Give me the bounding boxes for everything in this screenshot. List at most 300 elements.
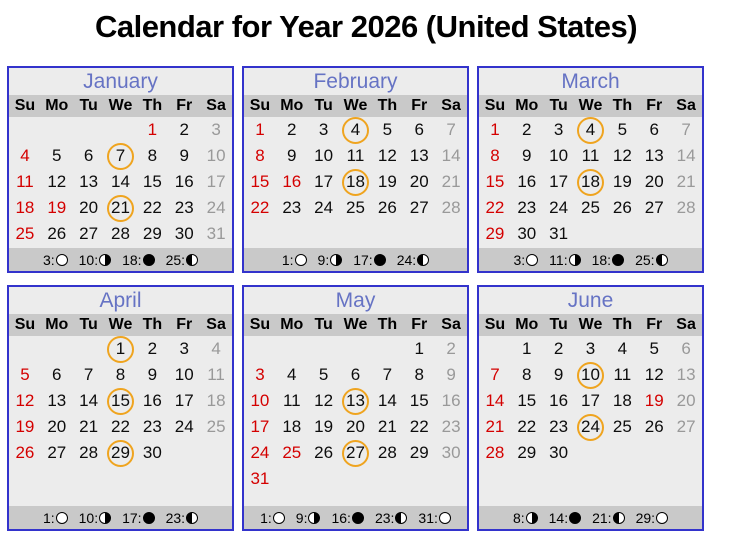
date-cell-empty: [340, 336, 372, 362]
date-cell-april-15: 15: [105, 388, 137, 414]
date-cell-march-14: 14: [676, 146, 696, 165]
date-cell-april-4: 4: [211, 339, 221, 358]
date-cell-march-1: 1: [490, 120, 500, 139]
date-cell-may-4: 4: [287, 365, 297, 384]
date-cell-april-10: 10: [174, 365, 194, 384]
moon-phase-day: 18:: [122, 251, 142, 268]
date-cell-june-6: 6: [681, 339, 691, 358]
date-cell-february-5: 5: [382, 120, 393, 139]
first-quarter-icon: [417, 254, 429, 266]
first-quarter-icon: [186, 254, 198, 266]
month-card-january: [7, 66, 234, 273]
moon-phase-entry: [79, 252, 111, 268]
date-cell-january-27: 27: [79, 224, 99, 243]
weekday-label-sa: Sa: [206, 316, 226, 333]
date-cell-june-25: 25: [612, 417, 632, 436]
week-row: [479, 169, 702, 195]
week-row: [9, 195, 232, 221]
date-cell-february-24: 24: [314, 198, 334, 217]
date-cell-june-16: 16: [549, 391, 569, 410]
date-cell-may-5: 5: [318, 365, 329, 384]
date-cell-empty: [606, 221, 638, 247]
date-cell-january-14: 14: [111, 172, 130, 191]
moon-phase-day: 25:: [165, 251, 186, 268]
week-row: [479, 388, 702, 414]
date-cell-march-3: 3: [553, 120, 564, 139]
moon-phase-day: 1:: [281, 251, 294, 268]
new-moon-icon: [612, 254, 624, 266]
date-cell-june-24: 24: [575, 414, 607, 440]
date-cell-february-19: 19: [377, 172, 397, 191]
date-cell-april-14: 14: [79, 391, 99, 410]
date-cell-january-12: 12: [47, 172, 67, 191]
date-cell-june-10: 10: [575, 362, 607, 388]
date-cell-january-5: 5: [52, 146, 62, 165]
full-moon-icon: [273, 512, 285, 524]
weekday-header-row: [244, 95, 467, 117]
date-cell-empty: [73, 336, 105, 362]
date-cell-march-4: 4: [575, 117, 607, 143]
date-cell-june-9: 9: [553, 365, 564, 384]
weekday-label-we: We: [343, 316, 368, 333]
date-cell-march-30: 30: [517, 224, 537, 243]
first-quarter-icon: [395, 512, 407, 524]
moon-phase-entry: [79, 510, 111, 526]
third-quarter-icon: [526, 512, 538, 524]
date-cell-february-14: 14: [441, 146, 461, 165]
moon-phase-entry: [513, 510, 538, 526]
month-card-june: [477, 285, 704, 531]
date-cell-april-9: 9: [147, 365, 158, 384]
week-row: [479, 336, 702, 362]
weekday-label-th: Th: [612, 316, 633, 333]
date-cell-february-4: 4: [340, 117, 372, 143]
date-cell-january-3: 3: [211, 120, 221, 139]
date-cell-empty: [575, 440, 607, 466]
date-cell-empty: [41, 336, 73, 362]
date-cell-april-18: 18: [206, 391, 226, 410]
week-row: [244, 195, 467, 221]
date-cell-march-6: 6: [649, 120, 659, 139]
moon-phase-day: 11:: [549, 251, 568, 268]
date-cell-april-17: 17: [174, 391, 194, 410]
new-moon-icon: [374, 254, 386, 266]
moon-phase-day: 9:: [295, 509, 308, 526]
weekday-label-tu: Tu: [549, 97, 568, 114]
weekday-label-su: Su: [14, 97, 36, 114]
third-quarter-icon: [569, 254, 581, 266]
week-row: [244, 143, 467, 169]
date-cell-march-26: 26: [612, 198, 632, 217]
week-row: [479, 117, 702, 143]
weekday-label-fr: Fr: [646, 316, 663, 333]
moon-phase-bar: [9, 248, 232, 271]
weekday-label-fr: Fr: [176, 316, 193, 333]
new-moon-icon: [143, 512, 155, 524]
weekday-label-sa: Sa: [676, 97, 696, 114]
date-cell-february-16: 16: [282, 172, 302, 191]
moon-phase-bar: [479, 506, 702, 529]
weekday-label-th: Th: [142, 316, 163, 333]
date-cell-empty: [340, 466, 372, 492]
third-quarter-icon: [330, 254, 342, 266]
date-cell-june-3: 3: [585, 339, 596, 358]
date-cell-february-26: 26: [377, 198, 397, 217]
date-cell-march-15: 15: [485, 172, 505, 191]
date-cell-march-10: 10: [549, 146, 569, 165]
weekday-label-sa: Sa: [676, 316, 696, 333]
date-cell-june-29: 29: [517, 443, 537, 462]
weekday-label-sa: Sa: [441, 316, 461, 333]
weekday-label-sa: Sa: [441, 97, 461, 114]
date-cell-may-28: 28: [377, 443, 397, 462]
date-cell-empty: [276, 466, 308, 492]
date-cell-january-21: 21: [105, 195, 137, 221]
date-cell-april-21: 21: [79, 417, 99, 436]
moon-phase-entry: [318, 252, 343, 268]
weekday-label-th: Th: [377, 316, 398, 333]
date-cell-january-25: 25: [15, 224, 35, 243]
moon-phase-entry: [353, 252, 385, 268]
week-row: [244, 336, 467, 362]
weekday-label-su: Su: [14, 316, 36, 333]
date-cell-may-14: 14: [377, 391, 397, 410]
date-cell-march-11: 11: [581, 146, 600, 165]
date-cell-january-4: 4: [20, 146, 30, 165]
date-cell-january-9: 9: [179, 146, 189, 165]
date-cell-may-13: 13: [340, 388, 372, 414]
date-cell-april-27: 27: [47, 443, 67, 462]
date-cell-april-23: 23: [142, 417, 162, 436]
date-cell-june-2: 2: [553, 339, 564, 358]
date-cell-may-25: 25: [282, 443, 302, 462]
full-moon-icon: [656, 512, 668, 524]
weekday-label-tu: Tu: [79, 97, 98, 114]
date-cell-april-5: 5: [20, 365, 30, 384]
moon-phase-day: 9:: [317, 251, 330, 268]
date-cell-empty: [670, 221, 702, 247]
date-cell-january-7: 7: [105, 143, 137, 169]
week-row: [244, 440, 467, 466]
moon-phase-day: 3:: [42, 251, 55, 268]
moon-phase-entry: [592, 510, 624, 526]
moon-phase-entry: [43, 252, 68, 268]
date-cell-april-30: 30: [142, 443, 162, 462]
date-cell-june-7: 7: [490, 365, 500, 384]
moon-phase-entry: [282, 252, 307, 268]
date-cell-march-12: 12: [612, 146, 632, 165]
full-moon-icon: [56, 512, 68, 524]
month-card-february: [242, 66, 469, 273]
moon-phase-entry: [549, 252, 580, 268]
moon-phase-day: 23:: [374, 509, 395, 526]
date-cell-may-19: 19: [314, 417, 334, 436]
date-cell-january-18: 18: [15, 198, 35, 217]
moon-phase-day: 17:: [353, 251, 373, 268]
month-name-february[interactable]: February: [313, 70, 398, 93]
weekday-label-we: We: [108, 97, 133, 114]
date-cell-empty: [244, 336, 276, 362]
date-cell-march-31: 31: [549, 224, 569, 243]
date-cell-january-22: 22: [142, 198, 162, 217]
date-cell-empty: [403, 466, 435, 492]
weekday-label-mo: Mo: [515, 97, 539, 114]
month-card-march: [477, 66, 704, 273]
moon-phase-entry: [635, 252, 667, 268]
date-cell-june-19: 19: [644, 391, 664, 410]
weekday-label-th: Th: [142, 97, 163, 114]
date-cell-may-7: 7: [382, 365, 393, 384]
date-cell-empty: [308, 336, 340, 362]
date-cell-may-31: 31: [250, 469, 270, 488]
moon-phase-day: 24:: [396, 251, 417, 268]
date-cell-april-1: 1: [105, 336, 137, 362]
week-row: [9, 169, 232, 195]
month-name-june[interactable]: June: [567, 289, 614, 312]
week-row: [479, 143, 702, 169]
moon-phase-entry: [397, 252, 429, 268]
week-row: [9, 143, 232, 169]
date-cell-may-27: 27: [340, 440, 372, 466]
week-row: [479, 414, 702, 440]
date-cell-february-28: 28: [441, 198, 461, 217]
moon-phase-day: 10:: [78, 251, 99, 268]
date-cell-may-15: 15: [409, 391, 429, 410]
date-cell-may-26: 26: [314, 443, 334, 462]
moon-phase-entry: [513, 252, 538, 268]
date-cell-empty: [308, 466, 340, 492]
moon-phase-bar: [479, 248, 702, 271]
moon-phase-bar: [244, 506, 467, 529]
date-cell-march-28: 28: [676, 198, 696, 217]
full-moon-icon: [56, 254, 68, 266]
moon-phase-entry: [549, 510, 581, 526]
moon-phase-day: 31:: [418, 509, 438, 526]
weekday-label-fr: Fr: [176, 97, 193, 114]
week-row: [9, 221, 232, 247]
date-cell-february-3: 3: [318, 120, 329, 139]
moon-phase-bar: [244, 248, 467, 271]
weekday-label-we: We: [578, 97, 603, 114]
weekday-label-mo: Mo: [280, 97, 304, 114]
date-cell-january-20: 20: [79, 198, 99, 217]
date-cell-april-26: 26: [15, 443, 35, 462]
weekday-header-row: [244, 314, 467, 336]
date-cell-april-16: 16: [142, 391, 162, 410]
moon-phase-entry: [636, 510, 668, 526]
date-cell-empty: [670, 440, 702, 466]
date-cell-may-18: 18: [282, 417, 302, 436]
month-card-april: [7, 285, 234, 531]
moon-phase-day: 21:: [592, 509, 612, 526]
month-card-may: [242, 285, 469, 531]
full-moon-icon: [439, 512, 451, 524]
weekday-header-row: [9, 314, 232, 336]
date-cell-april-3: 3: [179, 339, 189, 358]
date-cell-may-9: 9: [446, 365, 456, 384]
date-cell-january-1: 1: [147, 120, 158, 139]
date-cell-february-22: 22: [250, 198, 270, 217]
date-cell-march-24: 24: [549, 198, 569, 217]
date-cell-february-21: 21: [441, 172, 461, 191]
date-cell-april-24: 24: [174, 417, 194, 436]
date-cell-march-27: 27: [644, 198, 664, 217]
date-cell-june-22: 22: [517, 417, 537, 436]
full-moon-icon: [526, 254, 538, 266]
date-cell-june-23: 23: [549, 417, 569, 436]
date-cell-march-19: 19: [612, 172, 632, 191]
moon-phase-entry: [260, 510, 285, 526]
date-cell-january-23: 23: [174, 198, 194, 217]
date-cell-may-3: 3: [255, 365, 265, 384]
moon-phase-entry: [418, 510, 450, 526]
date-cell-may-24: 24: [250, 443, 270, 462]
week-row: [479, 195, 702, 221]
date-cell-january-10: 10: [206, 146, 226, 165]
month-name-march[interactable]: March: [561, 70, 620, 93]
date-cell-june-5: 5: [649, 339, 659, 358]
date-cell-february-10: 10: [314, 146, 334, 165]
date-cell-empty: [168, 440, 200, 466]
date-cell-may-16: 16: [441, 391, 461, 410]
date-cell-may-22: 22: [409, 417, 429, 436]
date-cell-february-12: 12: [377, 146, 397, 165]
date-cell-march-22: 22: [485, 198, 505, 217]
date-cell-april-13: 13: [47, 391, 67, 410]
date-cell-january-30: 30: [174, 224, 194, 243]
weekday-label-su: Su: [484, 97, 506, 114]
moon-phase-day: 3:: [513, 251, 526, 268]
date-cell-january-17: 17: [206, 172, 226, 191]
weekday-header-row: [9, 95, 232, 117]
date-cell-may-21: 21: [377, 417, 397, 436]
month-name-may[interactable]: May: [335, 289, 376, 312]
new-moon-icon: [352, 512, 364, 524]
date-cell-empty: [200, 440, 232, 466]
month-name-january[interactable]: January: [83, 70, 158, 93]
date-cell-may-6: 6: [350, 365, 361, 384]
date-cell-march-5: 5: [617, 120, 628, 139]
weekday-label-fr: Fr: [411, 97, 428, 114]
week-row: [479, 440, 702, 466]
date-cell-february-18: 18: [340, 169, 372, 195]
date-cell-march-18: 18: [575, 169, 607, 195]
date-cell-february-8: 8: [255, 146, 265, 165]
date-cell-june-30: 30: [549, 443, 569, 462]
date-cell-february-20: 20: [409, 172, 429, 191]
moon-phase-day: 17:: [122, 509, 142, 526]
moon-phase-day: 8:: [512, 509, 525, 526]
week-row: [9, 388, 232, 414]
date-cell-april-11: 11: [207, 365, 225, 384]
moon-phase-entry: [375, 510, 407, 526]
weekday-label-mo: Mo: [515, 316, 539, 333]
date-cell-june-13: 13: [676, 365, 696, 384]
moon-phase-entry: [296, 510, 321, 526]
date-cell-june-27: 27: [676, 417, 696, 436]
weekday-label-th: Th: [612, 97, 633, 114]
weekday-label-we: We: [343, 97, 368, 114]
weekday-header-row: [479, 95, 702, 117]
date-cell-empty: [606, 440, 638, 466]
week-row: [9, 117, 232, 143]
date-cell-may-8: 8: [414, 365, 424, 384]
date-cell-april-6: 6: [52, 365, 62, 384]
date-cell-february-27: 27: [409, 198, 429, 217]
date-cell-june-1: 1: [522, 339, 532, 358]
moon-phase-day: 29:: [635, 509, 656, 526]
date-cell-empty: [638, 440, 670, 466]
date-cell-february-11: 11: [346, 146, 365, 165]
week-row: [479, 362, 702, 388]
date-cell-april-7: 7: [83, 365, 94, 384]
date-cell-june-14: 14: [485, 391, 505, 410]
date-cell-june-26: 26: [644, 417, 664, 436]
date-cell-january-13: 13: [79, 172, 99, 191]
new-moon-icon: [569, 512, 581, 524]
date-cell-may-12: 12: [314, 391, 334, 410]
month-name-april[interactable]: April: [99, 289, 142, 312]
date-cell-may-1: 1: [414, 339, 424, 358]
week-row: [9, 440, 232, 466]
date-cell-june-12: 12: [644, 365, 664, 384]
week-row: [9, 414, 232, 440]
week-row: [9, 336, 232, 362]
date-cell-may-20: 20: [346, 417, 365, 436]
weekday-label-su: Su: [484, 316, 506, 333]
third-quarter-icon: [308, 512, 320, 524]
date-cell-february-25: 25: [346, 198, 365, 217]
date-cell-january-15: 15: [142, 172, 162, 191]
date-cell-january-6: 6: [83, 146, 94, 165]
date-cell-empty: [479, 336, 511, 362]
date-cell-january-2: 2: [179, 120, 189, 139]
weekday-label-tu: Tu: [314, 316, 333, 333]
date-cell-march-23: 23: [517, 198, 537, 217]
weekday-label-su: Su: [249, 316, 271, 333]
date-cell-january-16: 16: [174, 172, 194, 191]
date-cell-march-20: 20: [644, 172, 664, 191]
weekday-label-mo: Mo: [45, 316, 69, 333]
date-cell-march-21: 21: [676, 172, 696, 191]
date-cell-june-20: 20: [676, 391, 696, 410]
moon-phase-day: 16:: [331, 509, 351, 526]
moon-phase-day: 10:: [78, 509, 99, 526]
date-cell-march-25: 25: [581, 198, 600, 217]
date-cell-february-1: 1: [255, 120, 265, 139]
date-cell-march-29: 29: [485, 224, 505, 243]
date-cell-february-23: 23: [282, 198, 302, 217]
date-cell-empty: [9, 117, 41, 143]
date-cell-april-22: 22: [111, 417, 130, 436]
date-cell-march-13: 13: [644, 146, 664, 165]
third-quarter-icon: [99, 254, 111, 266]
date-cell-april-2: 2: [147, 339, 158, 358]
date-cell-june-8: 8: [522, 365, 532, 384]
weekday-label-fr: Fr: [411, 316, 428, 333]
weekday-label-tu: Tu: [549, 316, 568, 333]
weekday-label-mo: Mo: [280, 316, 304, 333]
weekday-label-mo: Mo: [45, 97, 69, 114]
first-quarter-icon: [186, 512, 198, 524]
weekday-label-sa: Sa: [206, 97, 226, 114]
date-cell-april-12: 12: [15, 391, 35, 410]
date-cell-may-29: 29: [409, 443, 429, 462]
moon-phase-day: 23:: [165, 509, 186, 526]
date-cell-january-31: 31: [206, 224, 226, 243]
date-cell-empty: [276, 336, 308, 362]
date-cell-january-28: 28: [111, 224, 130, 243]
